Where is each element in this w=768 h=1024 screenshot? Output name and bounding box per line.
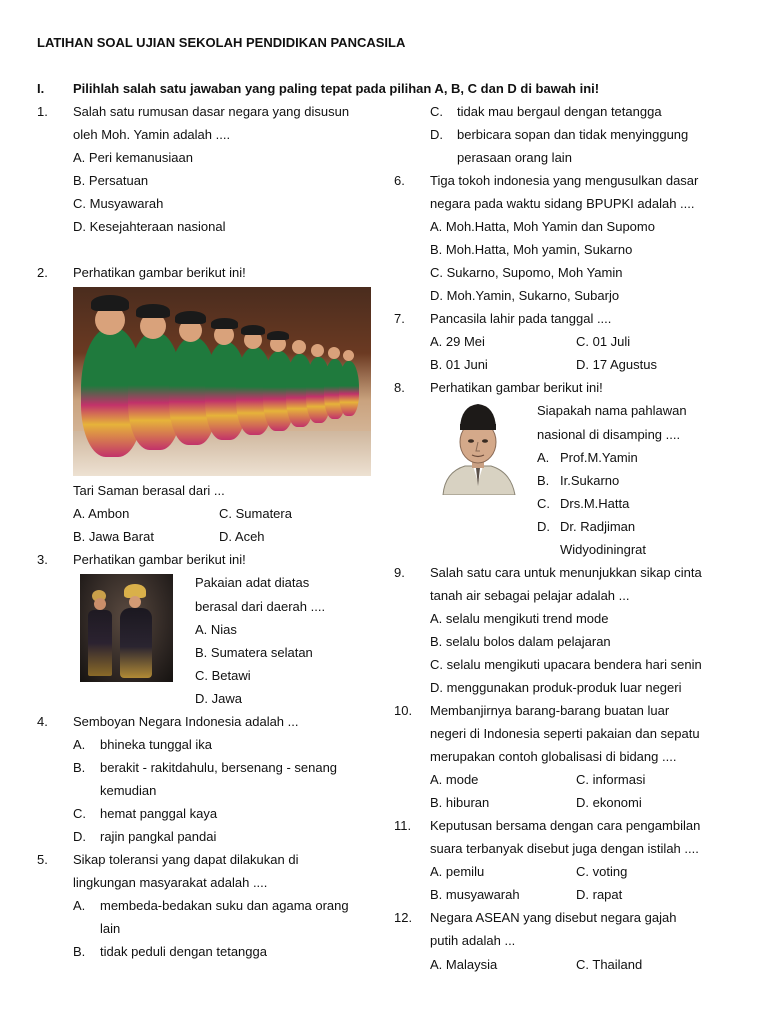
question-number: 4. xyxy=(37,714,48,729)
question-number: 6. xyxy=(394,173,405,188)
option-letter: C. xyxy=(537,496,550,511)
option-d: D. Moh.Yamin, Sukarno, Subarjo xyxy=(430,288,620,303)
traditional-costume-photo xyxy=(80,574,173,682)
question-text: negara pada waktu sidang BPUPKI adalah .... xyxy=(430,196,695,211)
section-number: I. xyxy=(37,81,45,96)
groom-costume xyxy=(88,610,112,676)
option-a: membeda-bedakan suku dan agama orang xyxy=(100,898,349,913)
question-text: Pancasila lahir pada tanggal .... xyxy=(430,311,612,326)
question-text: Siapakah nama pahlawan xyxy=(537,403,687,418)
option-a: A. Peri kemanusiaan xyxy=(73,150,193,165)
option-a: A. Ambon xyxy=(73,506,130,521)
option-b: Ir.Sukarno xyxy=(560,473,620,488)
dancer-hat xyxy=(175,311,206,324)
question-number: 9. xyxy=(394,565,405,580)
option-letter: B. xyxy=(73,760,86,775)
option-d: D. menggunakan produk-produk luar negeri xyxy=(430,680,682,695)
dancer-head xyxy=(343,350,354,361)
option-a: Prof.M.Yamin xyxy=(560,450,638,465)
option-a: A. selalu mengikuti trend mode xyxy=(430,611,609,626)
question-text: Salah satu cara untuk menunjukkan sikap cinta xyxy=(430,565,702,580)
question-text: negeri di Indonesia seperti pakaian dan sepatu xyxy=(430,726,700,741)
question-number: 12. xyxy=(394,910,413,925)
question-number: 10. xyxy=(394,703,413,718)
question-text: Perhatikan gambar berikut ini! xyxy=(73,265,246,280)
option-c: C. Musyawarah xyxy=(73,196,164,211)
option-a: bhineka tunggal ika xyxy=(100,737,213,752)
saman-dance-photo xyxy=(73,287,371,476)
question-text: Sikap toleransi yang dapat dilakukan di xyxy=(73,852,299,867)
groom-face xyxy=(94,598,106,610)
option-c: hemat panggal kaya xyxy=(100,806,218,821)
question-text: tanah air sebagai pelajar adalah ... xyxy=(430,588,630,603)
question-number: 5. xyxy=(37,852,48,867)
question-number: 1. xyxy=(37,104,48,119)
question-text: Semboyan Negara Indonesia adalah ... xyxy=(73,714,299,729)
dancer-figure xyxy=(339,361,359,416)
question-text: Negara ASEAN yang disebut negara gajah xyxy=(430,910,677,925)
question-text: merupakan contoh globalisasi di bidang .... xyxy=(430,749,677,764)
option-letter: D. xyxy=(73,829,86,844)
option-c: tidak mau bergaul dengan tetangga xyxy=(457,104,662,119)
option-letter: C. xyxy=(73,806,86,821)
bride-costume xyxy=(120,608,152,678)
question-text: Perhatikan gambar berikut ini! xyxy=(73,552,246,567)
question-text: berasal dari daerah .... xyxy=(195,599,326,614)
option-letter: C. xyxy=(430,104,443,119)
option-d: D. Jawa xyxy=(195,691,242,706)
option-d: D. Aceh xyxy=(219,529,265,544)
question-number: 8. xyxy=(394,380,405,395)
option-d: rajin pangkal pandai xyxy=(100,829,217,844)
option-d-continued: Widyodiningrat xyxy=(560,542,646,557)
option-a: A. 29 Mei xyxy=(430,334,485,349)
question-text: lingkungan masyarakat adalah .... xyxy=(73,875,268,890)
option-c: C. Sumatera xyxy=(219,506,292,521)
option-d: D. Kesejahteraan nasional xyxy=(73,219,226,234)
option-c: C. Thailand xyxy=(576,957,643,972)
dancer-hat xyxy=(267,331,289,340)
option-letter: A. xyxy=(73,898,86,913)
option-c: C. Betawi xyxy=(195,668,251,683)
option-a: A. mode xyxy=(430,772,479,787)
question-text: Membanjirnya barang-barang buatan luar xyxy=(430,703,670,718)
page-title: LATIHAN SOAL UJIAN SEKOLAH PENDIDIKAN PANCASILA xyxy=(37,35,406,50)
dancer-hat xyxy=(91,295,129,311)
option-a: A. Moh.Hatta, Moh Yamin dan Supomo xyxy=(430,219,655,234)
option-c: C. voting xyxy=(576,864,628,879)
question-number: 11. xyxy=(394,818,412,833)
dancer-hat xyxy=(241,325,265,335)
dancer-head xyxy=(328,347,340,359)
option-a: A. pemilu xyxy=(430,864,485,879)
option-b: B. Moh.Hatta, Moh yamin, Sukarno xyxy=(430,242,633,257)
question-text: Pakaian adat diatas xyxy=(195,575,310,590)
question-text: Salah satu rumusan dasar negara yang disusun xyxy=(73,104,350,119)
option-d-continued: perasaan orang lain xyxy=(457,150,572,165)
question-text: oleh Moh. Yamin adalah .... xyxy=(73,127,231,142)
option-letter: D. xyxy=(430,127,443,142)
option-letter: D. xyxy=(537,519,550,534)
dancer-hat xyxy=(211,318,238,329)
option-b: tidak peduli dengan tetangga xyxy=(100,944,267,959)
bride-face xyxy=(129,596,141,608)
option-c: C. selalu mengikuti upacara bendera hari senin xyxy=(430,657,702,672)
question-text: Tiga tokoh indonesia yang mengusulkan dasar xyxy=(430,173,699,188)
dancer-head xyxy=(311,344,324,357)
section-instruction: Pilihlah salah satu jawaban yang paling tepat pada pilihan A, B, C dan D di bawah ini! xyxy=(73,81,600,96)
option-d: D. 17 Agustus xyxy=(576,357,657,372)
question-text: nasional di disamping .... xyxy=(537,427,681,442)
option-c: C. informasi xyxy=(576,772,646,787)
question-text: suara terbanyak disebut juga dengan istilah .... xyxy=(430,841,699,856)
option-b-continued: kemudian xyxy=(100,783,157,798)
option-a: A. Nias xyxy=(195,622,237,637)
option-letter: B. xyxy=(537,473,550,488)
question-number: 3. xyxy=(37,552,48,567)
option-b: B. selalu bolos dalam pelajaran xyxy=(430,634,611,649)
option-c: Drs.M.Hatta xyxy=(560,496,630,511)
question-number: 7. xyxy=(394,311,405,326)
question-text: Keputusan bersama dengan cara pengambilan xyxy=(430,818,701,833)
question-text: Perhatikan gambar berikut ini! xyxy=(430,380,603,395)
question-number: 2. xyxy=(37,265,48,280)
image-caption: Tari Saman berasal dari ... xyxy=(73,483,225,498)
question-text: putih adalah ... xyxy=(430,933,516,948)
option-d: berbicara sopan dan tidak menyinggung xyxy=(457,127,689,142)
portrait-drawing xyxy=(435,402,521,495)
option-a: A. Malaysia xyxy=(430,957,498,972)
option-c: C. Sukarno, Supomo, Moh Yamin xyxy=(430,265,623,280)
option-letter: A. xyxy=(73,737,86,752)
option-c: C. 01 Juli xyxy=(576,334,631,349)
option-a-continued: lain xyxy=(100,921,121,936)
option-b: berakit - rakitdahulu, bersenang - senang xyxy=(100,760,338,775)
option-d: D. rapat xyxy=(576,887,623,902)
hero-portrait xyxy=(435,402,521,495)
option-b: B. Jawa Barat xyxy=(73,529,154,544)
option-letter: A. xyxy=(537,450,550,465)
option-b: B. Sumatera selatan xyxy=(195,645,313,660)
option-b: B. musyawarah xyxy=(430,887,520,902)
option-d: D. ekonomi xyxy=(576,795,642,810)
option-b: B. hiburan xyxy=(430,795,490,810)
option-d: Dr. Radjiman xyxy=(560,519,636,534)
option-letter: B. xyxy=(73,944,86,959)
option-b: B. 01 Juni xyxy=(430,357,488,372)
dancer-hat xyxy=(136,304,170,318)
option-b: B. Persatuan xyxy=(73,173,149,188)
dancer-head xyxy=(292,340,306,354)
